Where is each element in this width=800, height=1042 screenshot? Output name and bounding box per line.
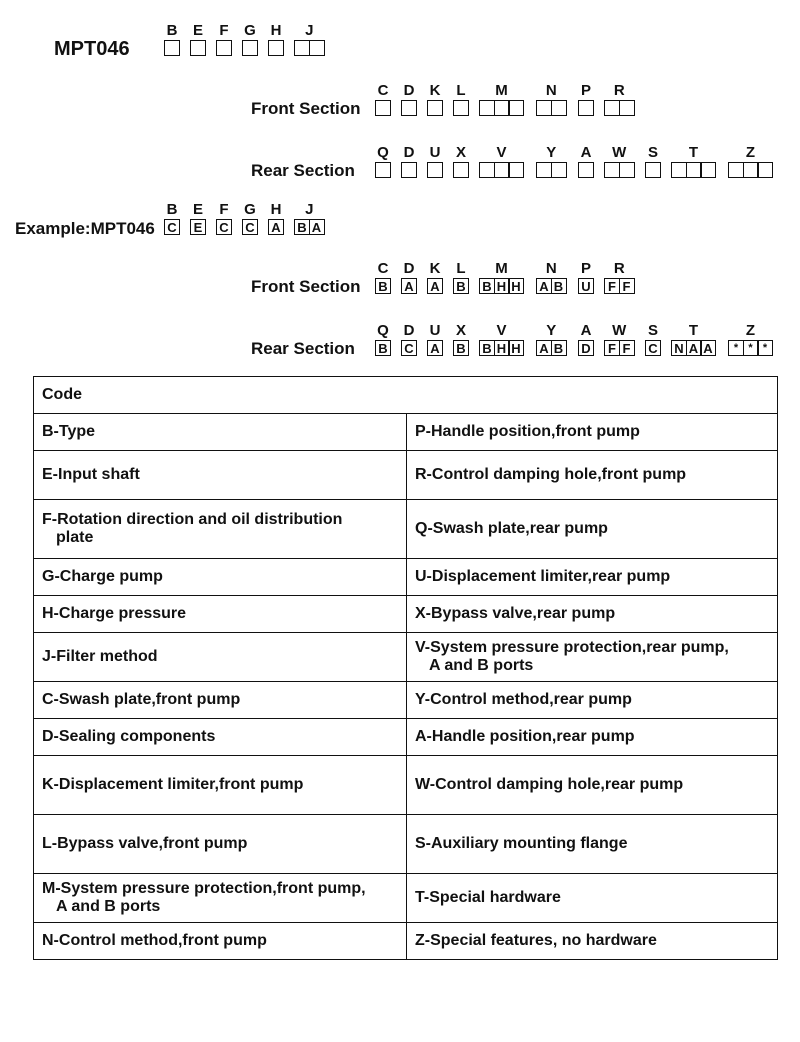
example-header-group-b [164,203,180,235]
code-letter: J [305,22,314,39]
code-value-box: A [536,340,552,356]
code-description: V-System pressure protection,rear pump, [415,639,729,656]
code-empty-box [268,40,284,56]
code-boxes [453,340,469,356]
code-boxes [190,219,206,235]
code-value-box: A [536,278,552,294]
code-value-box: N [671,340,687,356]
code-table-cell-right [407,633,778,682]
code-table-header: Code [34,377,778,414]
blank-rear-group-y [536,146,567,178]
code-value-box: * [743,340,759,356]
code-value-box: E [190,219,206,235]
example-header-group-h [268,203,284,235]
code-value-box: B [551,278,567,294]
code-empty-box [242,40,258,56]
code-letter: D [403,322,415,339]
blank-rear-section-label: Rear Section [251,161,355,180]
blank-header-group-j [294,24,325,56]
code-letter: X [455,144,466,161]
code-empty-box [401,162,417,178]
code-value-box: A [268,219,284,235]
code-letter: B [166,201,178,218]
code-table-cell-left [34,874,407,923]
blank-front-group-l [453,84,469,116]
model-label: MPT046 [54,38,130,60]
code-letter: D [403,260,415,277]
code-letter: L [456,260,466,277]
code-boxes [604,340,635,356]
code-table-cell-left [34,559,407,596]
code-boxes [375,100,391,116]
code-letter: G [244,22,256,39]
code-boxes [536,100,567,116]
code-boxes [294,40,325,56]
code-boxes [453,100,469,116]
blank-rear-group-s [645,146,661,178]
code-table-row [34,682,778,719]
code-value-box: F [619,340,635,356]
code-boxes [671,162,716,178]
code-value-box: C [164,219,180,235]
code-description-continued: A and B ports [56,898,161,915]
code-empty-box [190,40,206,56]
code-empty-box [508,162,524,178]
code-table-row [34,451,778,500]
code-value-box: H [494,340,510,356]
blank-rear-group-z [728,146,773,178]
code-letter: Z [745,144,756,161]
code-value-box: D [578,340,594,356]
code-letter: S [647,144,658,161]
code-letter: Y [546,322,557,339]
code-letter: E [192,201,203,218]
code-value-box: * [757,340,773,356]
code-boxes [375,162,391,178]
code-table-row [34,596,778,633]
code-boxes [453,278,469,294]
example-front-section-label: Front Section [251,277,361,296]
code-letter: W [612,322,627,339]
code-description: J-Filter method [42,648,158,665]
code-value-box: * [728,340,744,356]
code-boxes [604,162,635,178]
code-boxes [479,278,524,294]
code-boxes [164,40,180,56]
code-table-cell-left [34,923,407,960]
code-description: P-Handle position,front pump [415,423,640,440]
blank-header-group-h [268,24,284,56]
code-empty-box [551,100,567,116]
code-boxes [427,340,443,356]
code-description: A-Handle position,rear pump [415,728,635,745]
code-value-box: B [479,278,495,294]
code-boxes [401,162,417,178]
code-value-box: A [427,278,443,294]
code-letter: F [219,201,229,218]
code-empty-box [551,162,567,178]
code-value-box: H [508,340,524,356]
code-empty-box [164,40,180,56]
code-table-cell-right [407,451,778,500]
code-value-box: U [578,278,594,294]
code-description: X-Bypass valve,rear pump [415,605,616,622]
blank-front-group-r [604,84,635,116]
code-boxes [268,219,284,235]
code-description: F-Rotation direction and oil distribution [42,511,343,528]
code-letter: H [270,201,282,218]
code-empty-box [453,162,469,178]
code-letter: B [166,22,178,39]
code-letter: Z [745,322,756,339]
code-table-row [34,719,778,756]
code-table-row [34,874,778,923]
code-table-cell-right [407,719,778,756]
blank-front-group-d [401,84,417,116]
code-value-box: C [645,340,661,356]
code-boxes [216,219,232,235]
example-front-group-d [401,262,417,294]
code-letter: R [613,260,625,277]
code-letter: V [496,144,507,161]
code-value-box: B [479,340,495,356]
code-description: W-Control damping hole,rear pump [415,776,684,793]
blank-rear-group-u [427,146,443,178]
code-empty-box [375,100,391,116]
code-empty-box [427,162,443,178]
code-table-cell-left [34,815,407,874]
code-letter: D [403,82,415,99]
example-rear-section-label: Rear Section [251,339,355,358]
code-letter: X [455,322,466,339]
code-boxes [401,100,417,116]
example-front-group-n [536,262,567,294]
example-header-group-e [190,203,206,235]
code-value-box: B [375,278,391,294]
code-empty-box [578,100,594,116]
code-table-cell-right [407,874,778,923]
code-boxes [242,219,258,235]
code-boxes [164,219,180,235]
code-letter: V [496,322,507,339]
code-table-cell-left [34,682,407,719]
code-table-cell-left [34,500,407,559]
code-table-cell-left [34,756,407,815]
code-boxes [427,100,443,116]
code-table-cell-right [407,596,778,633]
code-boxes [375,340,391,356]
code-value-box: F [604,278,620,294]
code-letter: A [580,144,592,161]
code-letter: Q [377,144,389,161]
example-rear-group-t [671,324,716,356]
code-value-box: A [700,340,716,356]
code-table-row [34,414,778,451]
code-description: B-Type [42,423,96,440]
code-table-row [34,756,778,815]
code-boxes [645,162,661,178]
code-boxes [216,40,232,56]
example-front-group-p [578,262,594,294]
code-value-box: C [401,340,417,356]
code-description: R-Control damping hole,front pump [415,466,687,483]
code-value-box: B [294,219,310,235]
code-letter: J [305,201,314,218]
code-letter: A [580,322,592,339]
code-boxes [427,278,443,294]
example-rear-group-d [401,324,417,356]
code-value-box: H [508,278,524,294]
code-boxes [242,40,258,56]
code-boxes [453,162,469,178]
code-description: Z-Special features, no hardware [415,932,657,949]
code-table-cell-left [34,719,407,756]
code-letter: D [403,144,415,161]
code-letter: C [377,82,389,99]
code-letter: Y [546,144,557,161]
code-boxes [190,40,206,56]
code-boxes [728,162,773,178]
code-empty-box [427,100,443,116]
code-description-continued: plate [56,529,94,546]
example-rear-group-z [728,324,773,356]
example-header-group-j [294,203,325,235]
code-empty-box [216,40,232,56]
example-rear-group-w [604,324,635,356]
code-letter: F [219,22,229,39]
code-letter: K [429,260,441,277]
blank-front-group-p [578,84,594,116]
code-empty-box [578,162,594,178]
code-empty-box [375,162,391,178]
code-letter: T [688,144,699,161]
example-rear-group-q [375,324,391,356]
example-front-group-m [479,262,524,294]
code-letter: M [495,82,508,99]
code-boxes [604,100,635,116]
code-letter: U [429,144,441,161]
example-rear-group-y [536,324,567,356]
code-letter: N [545,260,557,277]
code-table-cell-right [407,923,778,960]
code-letter: T [688,322,699,339]
code-boxes [536,162,567,178]
code-boxes [645,340,661,356]
code-boxes [536,340,567,356]
code-value-box: A [427,340,443,356]
code-value-box: B [375,340,391,356]
example-front-group-l [453,262,469,294]
code-boxes [536,278,567,294]
code-description: Y-Control method,rear pump [415,691,632,708]
code-table-cell-right [407,500,778,559]
code-description-continued: A and B ports [429,657,534,674]
code-table-cell-left [34,451,407,500]
code-letter: E [192,22,203,39]
code-description: M-System pressure protection,front pump, [42,880,366,897]
code-empty-box [700,162,716,178]
code-value-box: B [453,340,469,356]
code-description: S-Auxiliary mounting flange [415,835,628,852]
blank-front-group-c [375,84,391,116]
code-empty-box [401,100,417,116]
code-letter: M [495,260,508,277]
example-label: Example:MPT046 [15,219,155,238]
code-value-box: F [604,340,620,356]
code-table-row [34,500,778,559]
code-boxes [671,340,716,356]
code-letter: K [429,82,441,99]
example-rear-group-s [645,324,661,356]
blank-rear-group-q [375,146,391,178]
code-description: G-Charge pump [42,568,163,585]
code-letter: L [456,82,466,99]
example-rear-group-v [479,324,524,356]
code-letter: S [647,322,658,339]
code-boxes [375,278,391,294]
code-table-row [34,559,778,596]
example-front-group-c [375,262,391,294]
blank-header-group-g [242,24,258,56]
code-letter: C [377,260,389,277]
code-letter: R [613,82,625,99]
code-boxes [728,340,773,356]
code-boxes [578,340,594,356]
blank-header-group-b [164,24,180,56]
code-table-cell-right [407,815,778,874]
blank-rear-group-a [578,146,594,178]
code-description: D-Sealing components [42,728,216,745]
code-boxes [578,100,594,116]
code-boxes [427,162,443,178]
code-table-row [34,923,778,960]
code-value-box: C [216,219,232,235]
code-empty-box [619,162,635,178]
code-description: T-Special hardware [415,889,561,906]
blank-rear-group-w [604,146,635,178]
code-empty-box [645,162,661,178]
code-description: E-Input shaft [42,466,140,483]
example-header-group-f [216,203,232,235]
code-table-cell-right [407,682,778,719]
code-description: H-Charge pressure [42,605,187,622]
example-rear-group-a [578,324,594,356]
code-boxes [604,278,635,294]
code-table-row [34,815,778,874]
example-header-group-g [242,203,258,235]
code-description: C-Swash plate,front pump [42,691,241,708]
blank-front-section-label: Front Section [251,99,361,118]
code-description: N-Control method,front pump [42,932,267,949]
blank-rear-group-v [479,146,524,178]
example-rear-group-x [453,324,469,356]
code-boxes [268,40,284,56]
code-letter: Q [377,322,389,339]
code-letter: G [244,201,256,218]
code-letter: P [580,260,591,277]
code-boxes [578,162,594,178]
code-letter: N [545,82,557,99]
code-boxes [479,162,524,178]
code-boxes [401,278,417,294]
code-table-cell-left [34,633,407,682]
code-value-box: A [686,340,702,356]
code-letter: W [612,144,627,161]
code-table-header-row [34,377,778,414]
code-table [33,376,778,960]
code-table-cell-right [407,756,778,815]
example-front-group-r [604,262,635,294]
code-letter: U [429,322,441,339]
code-boxes [578,278,594,294]
code-table-row [34,633,778,682]
code-description: U-Displacement limiter,rear pump [415,568,671,585]
code-table-cell-left [34,414,407,451]
code-value-box: C [242,219,258,235]
blank-header-group-f [216,24,232,56]
code-value-box: A [309,219,325,235]
blank-front-group-m [479,84,524,116]
code-description: K-Displacement limiter,front pump [42,776,304,793]
code-value-box: A [401,278,417,294]
blank-front-group-n [536,84,567,116]
code-boxes [479,100,524,116]
example-rear-group-u [427,324,443,356]
code-boxes [294,219,325,235]
code-empty-box [508,100,524,116]
code-value-box: F [619,278,635,294]
code-value-box: H [494,278,510,294]
code-letter: P [580,82,591,99]
code-description: L-Bypass valve,front pump [42,835,248,852]
code-empty-box [757,162,773,178]
blank-rear-group-t [671,146,716,178]
code-empty-box [309,40,325,56]
code-value-box: B [453,278,469,294]
code-boxes [401,340,417,356]
code-empty-box [619,100,635,116]
code-description: Q-Swash plate,rear pump [415,520,608,537]
code-empty-box [453,100,469,116]
blank-rear-group-x [453,146,469,178]
code-boxes [479,340,524,356]
code-table-cell-right [407,414,778,451]
code-table-cell-right [407,559,778,596]
code-value-box: B [551,340,567,356]
blank-rear-group-d [401,146,417,178]
blank-header-group-e [190,24,206,56]
code-table-cell-left [34,596,407,633]
example-front-group-k [427,262,443,294]
code-letter: H [270,22,282,39]
blank-front-group-k [427,84,443,116]
